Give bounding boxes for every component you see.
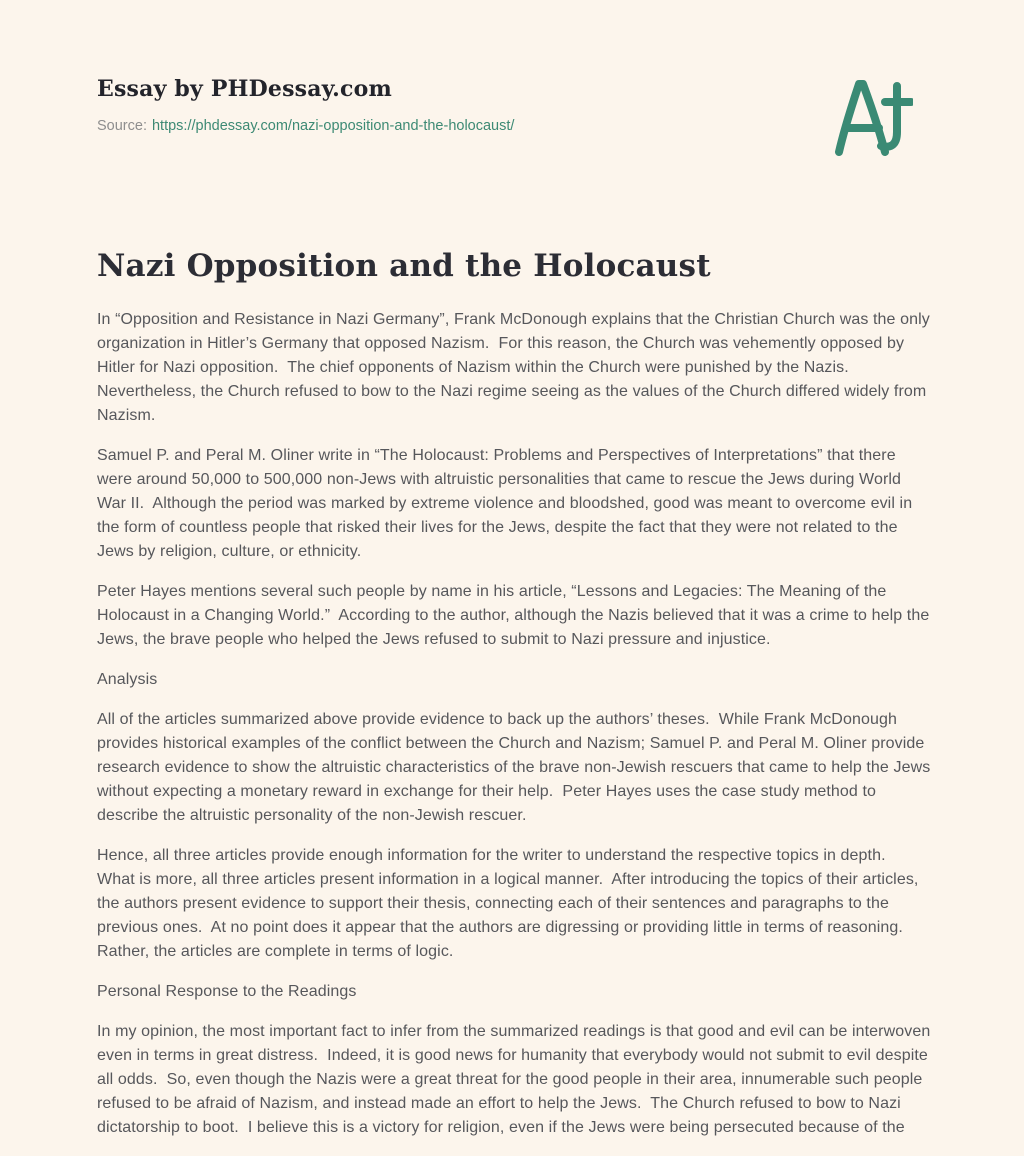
section-heading: Personal Response to the Readings (97, 983, 357, 1000)
page-title: Nazi Opposition and the Holocaust (97, 248, 711, 284)
section-heading: Analysis (97, 671, 158, 688)
article-paragraph: In my opinion, the most important fact to infer from the summarized readings is that good and evil can be interwoven even in terms in great distress. Indeed, it is good news for humanity that everybody would not submit to evil despite all odds. So, even though the Nazis were a great threat for the good people in their area, innumerable such people refused to be afraid of Nazism, and instead made an effort to help the Jews. The Church refused to bow to Nazi dictatorship to boot. I believe this is a victory for religion, even if the Jews were being persecuted because of the (97, 1023, 935, 1136)
site-title: Essay by PHDessay.com (97, 76, 392, 102)
phdessay-a-plus-logo-icon (829, 70, 913, 166)
article-paragraph: In “Opposition and Resistance in Nazi Germany”, Frank McDonough explains that the Christian Church was the only organization in Hitler’s Germany that opposed Nazism. For this reason, the Church was vehemently opposed by Hitler for Nazi opposition. The chief opponents of Nazism within the Church were punished by the Nazis. Nevertheless, the Church refused to bow to the Nazi regime seeing as the values of the Church differed widely from Nazism. (97, 311, 935, 424)
header-text-group (97, 74, 514, 134)
article-body (97, 308, 935, 1140)
article-paragraph: Hence, all three articles provide enough information for the writer to understand the respective topics in depth. What is more, all three articles present information in a logical manner. After introducing the topics of their articles, the authors present evidence to support their thesis, connecting each of their sentences and paragraphs to the previous ones. At no point does it appear that the authors are digressing or providing little in terms of reasoning. Rather, the articles are complete in terms of logic. (97, 847, 924, 960)
source-url-link[interactable]: https://phdessay.com/nazi-opposition-and-the-holocaust/ (151, 118, 515, 134)
source-line (97, 118, 514, 134)
page-header (97, 74, 927, 166)
article-paragraph: All of the articles summarized above provide evidence to back up the authors’ theses. While Frank McDonough provides historical examples of the conflict between the Church and Nazism; Samuel P. and Peral M. Oliner provide research evidence to show the altruistic characteristics of the brave non-Jewish rescuers that came to help the Jews without expecting a monetary reward in exchange for their help. Peter Hayes uses the case study method to describe the altruistic personality of the non-Jewish rescuer. (97, 711, 935, 824)
article-paragraph: Samuel P. and Peral M. Oliner write in “The Holocaust: Problems and Perspectives of Interpretations” that there were around 50,000 to 500,000 non-Jews with altruistic personalities that came to rescue the Jews during World War II. Although the period was marked by extreme violence and bloodshed, good was meant to overcome evil in the form of countless people that risked their lives for the Jews, despite the fact that they were not related to the Jews by religion, culture, or ethnicity. (97, 447, 917, 560)
article-paragraph: Peter Hayes mentions several such people by name in his article, “Lessons and Legacies: The Meaning of the Holocaust in a Changing World.” According to the author, although the Nazis believed that it was a crime to help the Jews, the brave people who helped the Jews refused to submit to Nazi pressure and injustice. (97, 583, 934, 648)
source-label: Source: (97, 118, 147, 134)
